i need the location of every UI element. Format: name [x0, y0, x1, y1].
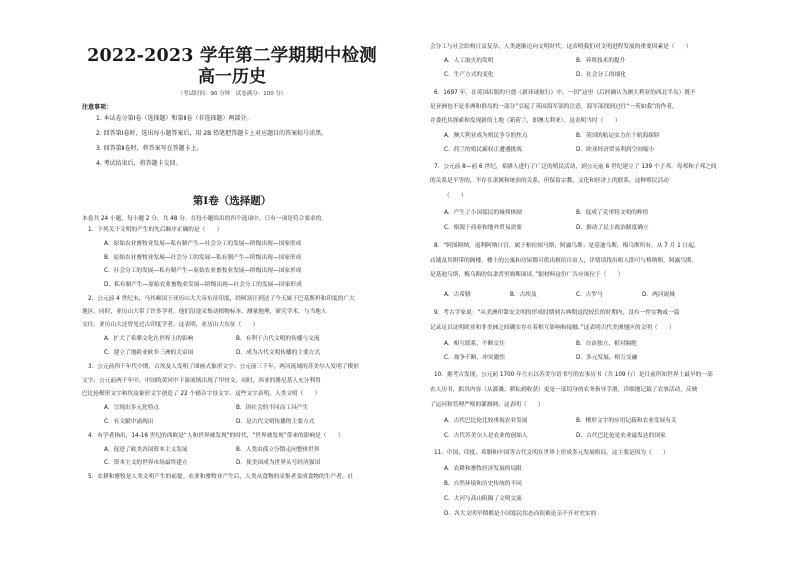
option: C．战争不断，冲突激烈 — [444, 355, 505, 361]
question-1: 1．下列关于文明的产生的先后顺序正确的是（ ） — [88, 227, 223, 233]
option: C．大河与高山阻隔了文明交流 — [444, 496, 522, 502]
option: C．社会分工的发展—私有制产生—原始农业畜牧业发展—阶级出现—国家形成 — [104, 268, 302, 274]
question-6-line: 是亚洲也不是非洲和群岛的一部分”引起了英国海军部的注意，海军部找到过往“一英如我”的作者， — [430, 104, 678, 110]
option: D．使美国成为世界头号经济强国 — [236, 460, 321, 466]
option: A．原始农业畜牧业发展—私有制产生—社会分工的发展—阶级出现—国家形成 — [104, 241, 302, 247]
question-2-line: 地区，同时，亚历山大带了许多学者，他们沿途采集动植物标本，测量地理，研究学术，与当地人 — [82, 309, 327, 315]
option: C．有文献中涌现出 — [104, 419, 154, 425]
option: B．因社会的不同而工具产生 — [236, 405, 309, 411]
question-8-line: 店铺及其附带的阁楼，楼上的公寓和房屋都可供出租给自由人，详情请找出租人即可与格纳斯，阿露乌斯， — [430, 258, 698, 264]
option: D．推动了民主政治制度确立 — [576, 225, 649, 231]
option: C．根源于商业和地外贸易需要 — [444, 225, 522, 231]
option: B．英国的航运实力在于航海探险 — [576, 133, 660, 139]
question-6-line: 并委托其探索和发现新的土地（新荷兰，即澳大利亚）。这表明当时（ ） — [430, 118, 621, 124]
option: A．促进了欧美各国资本主义发展 — [104, 447, 188, 453]
question-8-line: 是基迪乌斯，梅乌斯的奴隶普里姆斯面谈。”据材料这份广告应该位于（ ） — [430, 272, 624, 278]
question-7-line: 的关系是平等的，不存在隶属和统治的关系，但保留宗教、文化和经济上的联系，这种殖民活动 — [430, 178, 669, 184]
notice-label: 注意事项： — [82, 104, 113, 111]
question-3-line: 巴比伦楔形文字和埃及象形文字创造了 22 个辅音字母文字。这些文字表明，人类文明（ ） — [82, 391, 321, 397]
question-8: 8．“阿图阿纳，返利阿纳日宫，属于柏拉图马斯，阿露乌斯；是基迪乌斯，梅乌斯所有，从 7 月 1 日起， — [434, 243, 700, 249]
option: D．两河流域 — [642, 292, 675, 298]
option: D．各大文明早期都是小国寡民状态而很难论亲不开对史实的 — [444, 511, 597, 517]
option: B．原始农业畜牧业发展—社会分工的发展—私有制产生—阶级出现—国家形成 — [104, 255, 302, 261]
option: B．有利于古代文明的传播与交流 — [236, 336, 320, 342]
option: D．欧亚经济贸易利润空间缩小 — [576, 147, 655, 153]
question-6: 6．1697 年，在英国出版的旦德《新环球航行》中，一切“这里（后经确认为澳大利亚的西北半岛）既不 — [434, 90, 696, 96]
option: B．楔形文字的应用记载和农业发展有关 — [576, 418, 677, 424]
section-title: 第Ⅰ卷（选择题） — [192, 195, 272, 207]
notice-item: 1. 本试卷分第Ⅰ卷（选择题）和第Ⅱ卷（非选择题）两部分。 — [96, 115, 253, 122]
option: A．农耕和畜牧经济发展的局限 — [444, 466, 522, 472]
option: D．成为古代文明传播的主要方式 — [236, 350, 321, 356]
question-5-line: 会分工与社会结构日益复杂，人类逐渐迈向文明时代。这表明我们对文明进程发展的重要因素是（ ） — [430, 44, 692, 50]
option: B．养殖技术的提升 — [576, 58, 626, 64]
notice-item: 2. 回答第Ⅰ卷时，选出每小题答案后，用 2B 铅笔把答题卡上对应题目的答案标号涂黑。 — [96, 130, 328, 137]
option: C．生产方式的变化 — [444, 72, 494, 78]
question-10: 10．据考古发现，公元前 1700 年左右以苏美尔语书写的农事历书（共 109 行）是目前所知世界上最早的一部 — [434, 372, 713, 378]
option: D．私有制产生—原始农业畜牧业发展—阶级出现—社会分工的发展—国家形成 — [104, 282, 302, 288]
option: D．社会分工的细化 — [576, 72, 626, 78]
question-2: 2．公元前 4 世纪末，马其顿国王亚历山大大帝东征印度，经阿富汗到达了今天属于巴基斯坦和印度的广大 — [88, 296, 355, 302]
notice-item: 3. 回答第Ⅱ卷时，将答案写在答题卡上。 — [96, 145, 203, 152]
option: A．古代巴比伦比较重视农业发展 — [444, 418, 528, 424]
question-3-line: 文字；公元前两千年中，中国的黄河中下游流域出现了甲骨文，同时，西亚的腓尼基人充分利用 — [82, 378, 321, 384]
question-3: 3．公元前四千年代中期，古埃及人发明了图画式象形文字；公元前三千年，两河流域的苏美尔人发明了楔形 — [88, 364, 359, 370]
section-intro: 本卷共 24 小题，每小题 2 分，共 48 分。在每小题给出的四个选项中，只有一项是符合要求的。 — [82, 216, 328, 222]
option: C．荷兰的殖民霸权正遭遇挑战 — [444, 147, 522, 153]
option: A．澳大利亚成为殖民争夺的焦点 — [444, 133, 528, 139]
option: A．人工取火的发明 — [444, 58, 494, 64]
question-10-line: 农人历书，抓其内容（从灌溉、耕耘到收获）更是一部切身的农务指导手册，详细地记载了农事活动，反映 — [430, 387, 698, 393]
option: A．呈现出多元化特点 — [104, 405, 160, 411]
notice-item: 4. 考试结束后，将答题卡交回。 — [96, 160, 182, 167]
question-10-line: 了运河和管理严格的灌溉网。这表明（ ） — [430, 402, 544, 408]
option: A．古希腊 — [444, 292, 471, 298]
exam-info: （考试时间：90 分钟 试卷满分：100 分） — [177, 91, 287, 97]
option: B．促成了克里特文明的辉煌 — [576, 210, 649, 216]
question-7: 7．公元前 8—前 6 世纪，希腊人进行了广泛的殖民活动，到公元前 6 世纪建立了 139 个子邦。母邦和子邦之间 — [434, 164, 717, 170]
question-11: 11．中国、印度、希腊和中国等古代文明在世界上形成多元发展格局，这主要是因为（ ） — [434, 450, 669, 456]
option: B．人类由孤立分散走向整体世界 — [236, 447, 320, 453]
option: D．多元发展，相互交融 — [576, 355, 638, 361]
option: B．古埃及 — [510, 292, 537, 298]
option: C．古罗马 — [576, 292, 603, 298]
option: A．相互联系，不断交往 — [444, 341, 505, 347]
exam-title: 2022-2023 学年第二学期期中检测 — [87, 46, 377, 66]
subject-title: 高一历史 — [198, 67, 266, 87]
question-5: 5．农耕和畜牧是人类文明产生的前提。农业和畜牧业产生后，人类从食物的采集者变成食物的生产者，社 — [88, 474, 354, 480]
option: C．古代苏美尔人是农业的创始人 — [444, 433, 528, 439]
question-4: 4．有学者指出，14-16 世纪的西欧是“人和世界被发现”的时代，“世界被发现”带来的影响是（ ） — [88, 433, 344, 439]
option: A．产生了小国寡民的城邦体制 — [444, 210, 522, 216]
option: D．是古代文明传播的主要方式 — [236, 419, 315, 425]
question-9-line: 记录足以证明欧亚和非美洲之间确实存在着相互影响和接触。”这表明古代美洲地区的文明（ ） — [430, 325, 675, 331]
option: C．资本主义的世界市场最终建立 — [104, 460, 188, 466]
option: B．自然环境和历史传统的不同 — [444, 481, 522, 487]
option: A．扩大了希腊文化在世界上的影响 — [104, 336, 194, 342]
question-9: 9．考古学家说：“从美洲印第安文明的形成时期到古典期这段较长的时期内，没有一件实物或一篇 — [434, 310, 680, 316]
question-7-line: （ ） — [444, 193, 467, 199]
option: C．建立了地跨亚欧非三洲的大帝国 — [104, 350, 194, 356]
question-2-line: 交往，亚历山大还曾见过古印度学者。这表明，亚历山大东征（ ） — [82, 322, 259, 328]
option: B．自由独立，相对隔绝 — [576, 341, 637, 347]
option: D．古代巴比伦是农业最发达的国家 — [576, 433, 666, 439]
